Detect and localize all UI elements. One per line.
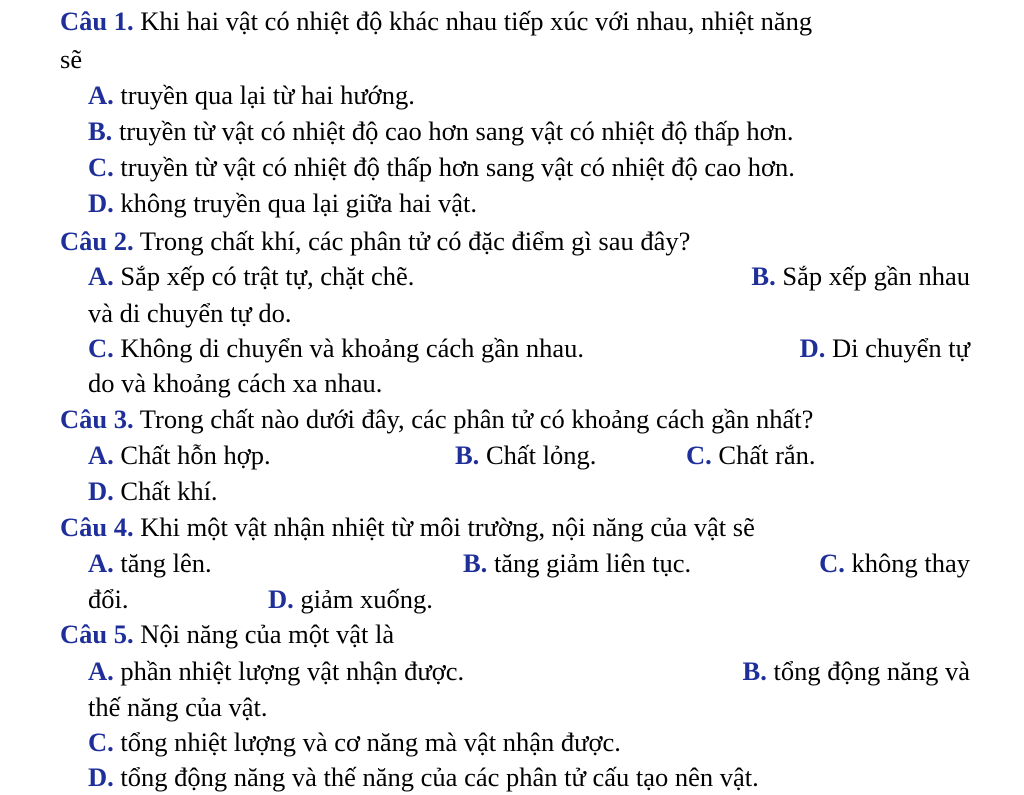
question-1-option-c [88,152,795,182]
question-number: Câu 4. [60,512,134,542]
option-label: B. [463,548,488,578]
option-label: B. [751,261,776,291]
option-label: A. [88,548,114,578]
question-1-option-b [88,116,793,146]
question-3-option-a [88,440,271,470]
question-1-stem [60,6,812,36]
option-text: Chất khí. [113,476,218,506]
question-2-option-d [800,333,970,363]
option-label: D. [799,333,826,363]
option-text: Chất rắn. [711,440,816,470]
question-4-option-d [268,584,433,614]
option-text: Không di chuyển và khoảng cách gần nhau. [113,333,584,363]
option-label: C. [819,548,845,578]
option-text: phần nhiệt lượng vật nhận được. [113,656,465,686]
question-2-option-c [88,333,584,363]
question-text: Trong chất nào dưới đây, các phân tử có khoảng cách gần nhất? [133,404,814,434]
question-number: Câu 5. [60,619,134,649]
question-5-stem [60,619,394,649]
question-2-option-b-continued: và di chuyển tự do. [88,298,292,328]
question-4-option-b [463,548,691,578]
question-number: Câu 1. [60,6,134,36]
option-text: không thay [844,548,970,578]
question-3-option-c [686,440,816,470]
option-text: giảm xuống. [293,584,433,614]
question-4-option-c [819,548,970,578]
question-number: Câu 3. [60,404,134,434]
question-3-option-b [455,440,596,470]
option-text: truyền từ vật có nhiệt độ thấp hơn sang vật có nhiệt độ cao hơn. [113,152,795,182]
question-5-option-b [743,656,970,686]
question-3-stem [60,404,813,434]
option-text: tổng động năng và thế năng của các phân tử cấu tạo nên vật. [113,762,759,792]
option-label: A. [88,656,114,686]
option-text: Sắp xếp gần nhau [775,261,970,291]
option-label: C. [88,333,114,363]
option-label: C. [88,727,114,757]
question-4-option-a [88,548,212,578]
option-label: C. [686,440,712,470]
question-2-option-b [751,261,970,291]
option-label: A. [88,261,114,291]
question-3-option-d [88,476,218,506]
question-text: Khi một vật nhận nhiệt từ môi trường, nội năng của vật sẽ [133,512,755,542]
option-label: B. [88,116,113,146]
option-text: tăng giảm liên tục. [487,548,692,578]
question-1-option-a [88,80,415,110]
question-2-option-d-continued: do và khoảng cách xa nhau. [88,368,383,398]
question-5-option-c [88,727,621,757]
question-text: Nội năng của một vật là [133,619,395,649]
question-4-option-c-continued: đổi. [88,584,129,614]
option-text: Chất hỗn hợp. [113,440,271,470]
option-label: B. [742,656,767,686]
option-label: D. [268,584,294,614]
option-text: Di chuyển tự [825,333,970,363]
question-4-stem [60,512,755,542]
question-5-option-a [88,656,464,686]
question-1-option-d [88,188,477,218]
option-label: A. [88,440,114,470]
option-text: Sắp xếp có trật tự, chặt chẽ. [113,261,415,291]
option-text: truyền từ vật có nhiệt độ cao hơn sang vật có nhiệt độ thấp hơn. [112,116,794,146]
option-label: D. [88,762,114,792]
question-1-stem-continued: sẽ [60,44,83,74]
option-text: tổng động năng và [766,656,970,686]
option-text: tổng nhiệt lượng và cơ năng mà vật nhận được. [113,727,621,757]
option-label: B. [455,440,480,470]
option-text: tăng lên. [113,548,212,578]
question-text: Khi hai vật có nhiệt độ khác nhau tiếp xúc với nhau, nhiệt năng [133,6,813,36]
question-2-option-a [88,261,414,291]
question-5-option-d [88,762,759,792]
question-text: Trong chất khí, các phân tử có đặc điểm gì sau đây? [133,226,691,256]
question-number: Câu 2. [60,226,134,256]
option-label: A. [88,80,114,110]
question-5-option-b-continued: thế năng của vật. [88,692,268,722]
option-label: C. [88,152,114,182]
option-label: D. [88,188,114,218]
option-text: truyền qua lại từ hai hướng. [113,80,415,110]
option-label: D. [88,476,114,506]
question-2-stem [60,226,690,256]
option-text: không truyền qua lại giữa hai vật. [113,188,477,218]
option-text: Chất lỏng. [479,440,597,470]
